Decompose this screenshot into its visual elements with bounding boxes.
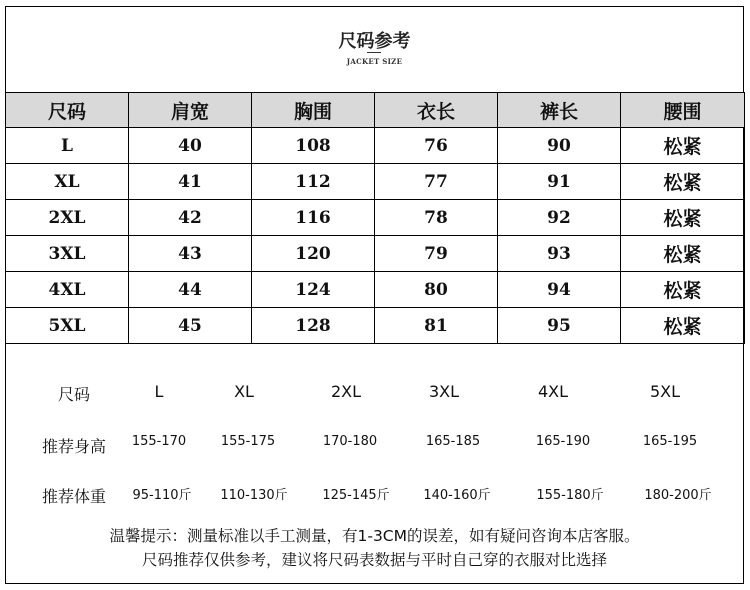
title-block xyxy=(6,7,743,92)
recommend-size: 3XL xyxy=(428,382,460,401)
recommend-weight: 95-110斤 xyxy=(132,488,192,503)
table-cell: 5XL xyxy=(6,308,129,344)
disclaimer-text: 尺码推荐仅供参考，建议将尺码表数据与平时自己穿的衣服对比选择 xyxy=(141,551,607,569)
title-divider xyxy=(367,52,381,53)
table-cell: 松紧 xyxy=(621,200,745,236)
recommend-height-label: 推荐身高 xyxy=(42,437,107,456)
table-cell: 2XL xyxy=(6,200,129,236)
header-length: 衣长 xyxy=(375,93,498,128)
recommend-height: 165-190 xyxy=(535,434,591,449)
table-row xyxy=(6,200,745,236)
table-cell: 41 xyxy=(129,164,252,200)
table-cell: 松紧 xyxy=(621,236,745,272)
table-cell: 90 xyxy=(498,128,621,164)
recommendation-block xyxy=(6,344,743,584)
table-cell: L xyxy=(6,128,129,164)
table-cell: 91 xyxy=(498,164,621,200)
table-cell: 松紧 xyxy=(621,308,745,344)
recommend-height: 165-195 xyxy=(642,434,698,449)
table-cell: 92 xyxy=(498,200,621,236)
table-cell: 松紧 xyxy=(621,164,745,200)
recommend-height: 155-175 xyxy=(220,434,276,449)
header-size: 尺码 xyxy=(6,93,129,128)
recommend-height: 155-170 xyxy=(131,434,187,449)
table-cell: 94 xyxy=(498,272,621,308)
recommend-size-row xyxy=(6,382,743,406)
table-row xyxy=(6,308,745,344)
page-subtitle: JACKET SIZE xyxy=(346,57,403,66)
header-chest: 胸围 xyxy=(252,93,375,128)
table-cell: 81 xyxy=(375,308,498,344)
recommend-weight: 110-130斤 xyxy=(220,488,288,503)
size-chart-card xyxy=(5,6,744,584)
table-row xyxy=(6,236,745,272)
table-cell: 124 xyxy=(252,272,375,308)
table-cell: 77 xyxy=(375,164,498,200)
recommend-weight: 155-180斤 xyxy=(536,488,604,503)
table-cell: 128 xyxy=(252,308,375,344)
table-cell: 93 xyxy=(498,236,621,272)
table-header-row xyxy=(6,93,745,128)
table-cell: 112 xyxy=(252,164,375,200)
header-waist: 腰围 xyxy=(621,93,745,128)
page-title: 尺码参考 xyxy=(338,31,411,52)
recommend-weight-row xyxy=(6,484,743,508)
recommend-size: 2XL xyxy=(330,382,362,401)
table-cell: 108 xyxy=(252,128,375,164)
table-cell: 79 xyxy=(375,236,498,272)
recommend-weight: 125-145斤 xyxy=(322,488,390,503)
table-cell: 43 xyxy=(129,236,252,272)
size-table xyxy=(5,92,745,344)
header-shoulder: 肩宽 xyxy=(129,93,252,128)
table-cell: 3XL xyxy=(6,236,129,272)
recommend-weight-label: 推荐体重 xyxy=(42,487,107,506)
recommend-size: 4XL xyxy=(537,382,569,401)
recommend-size: L xyxy=(154,382,164,401)
recommend-height-row xyxy=(6,434,743,458)
table-cell: 44 xyxy=(129,272,252,308)
tip-text: 温馨提示：测量标准以手工测量，有1-3CM的误差，如有疑问咨询本店客服。 xyxy=(109,527,640,545)
table-cell: 松紧 xyxy=(621,272,745,308)
recommend-height: 170-180 xyxy=(322,434,378,449)
table-cell: 120 xyxy=(252,236,375,272)
recommend-size: 5XL xyxy=(649,382,681,401)
table-row xyxy=(6,164,745,200)
table-cell: 80 xyxy=(375,272,498,308)
table-cell: 42 xyxy=(129,200,252,236)
table-cell: 45 xyxy=(129,308,252,344)
table-cell: 116 xyxy=(252,200,375,236)
table-cell: 76 xyxy=(375,128,498,164)
table-cell: 4XL xyxy=(6,272,129,308)
recommend-weight: 180-200斤 xyxy=(644,488,712,503)
table-cell: 95 xyxy=(498,308,621,344)
table-row xyxy=(6,128,745,164)
table-cell: 78 xyxy=(375,200,498,236)
recommend-size: XL xyxy=(234,382,254,401)
table-cell: 松紧 xyxy=(621,128,745,164)
header-pants-length: 裤长 xyxy=(498,93,621,128)
table-cell: 40 xyxy=(129,128,252,164)
recommend-height: 165-185 xyxy=(425,434,481,449)
recommend-weight: 140-160斤 xyxy=(423,488,491,503)
recommend-size-label: 尺码 xyxy=(58,385,91,404)
table-cell: XL xyxy=(6,164,129,200)
table-row xyxy=(6,272,745,308)
